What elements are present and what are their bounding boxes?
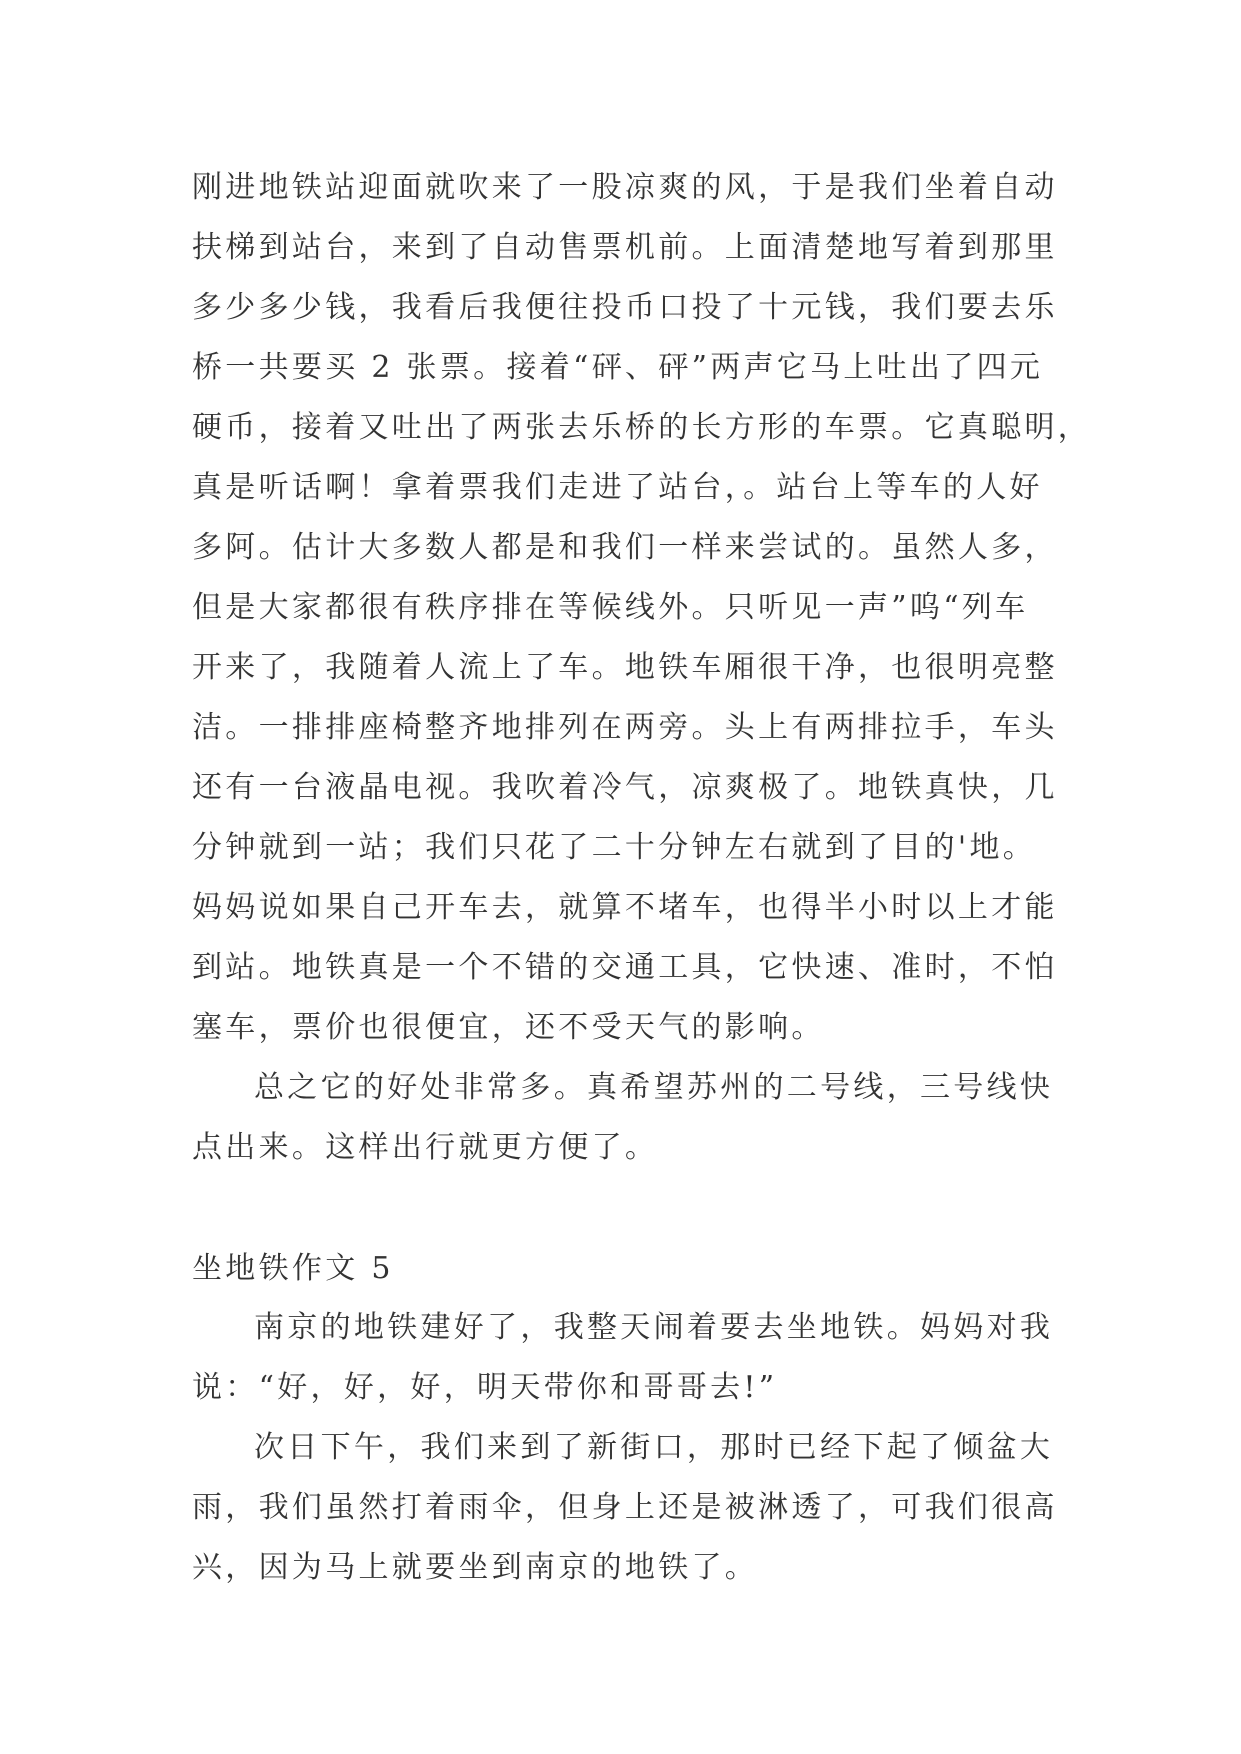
text-line: 多阿。估计大多数人都是和我们一样来尝试的。虽然人多， <box>192 530 1058 565</box>
text-line: 雨，我们虽然打着雨伞，但身上还是被淋透了，可我们很高 <box>192 1490 1058 1525</box>
text-line: 刚进地铁站迎面就吹来了一股凉爽的风，于是我们坐着自动 <box>192 170 1058 205</box>
text-line: 南京的地铁建好了，我整天闹着要去坐地铁。妈妈对我 <box>254 1310 1054 1345</box>
text-line: 妈妈说如果自己开车去，就算不堵车，也得半小时以上才能 <box>192 890 1058 925</box>
text-line: 真是听话啊！拿着票我们走进了站台，。站台上等车的人好 <box>192 470 1043 505</box>
text-line: 总之它的好处非常多。真希望苏州的二号线，三号线快 <box>254 1070 1054 1105</box>
text-line: 硬币，接着又吐出了两张去乐桥的长方形的车票。它真聪明， <box>192 410 1092 445</box>
article-body <box>192 158 1092 1598</box>
text-line: 还有一台液晶电视。我吹着冷气，凉爽极了。地铁真快，几 <box>192 770 1058 805</box>
paragraph-continuation <box>192 158 1092 1058</box>
section-gap <box>192 1178 1052 1240</box>
paragraph-conclusion <box>192 1058 1052 1178</box>
text-line: 到站。地铁真是一个不错的交通工具，它快速、准时，不怕 <box>192 950 1058 985</box>
text-line: 但是大家都很有秩序排在等候线外。只听见一声”呜“列车 <box>192 590 1029 625</box>
text-line: 开来了，我随着人流上了车。地铁车厢很干净，也很明亮整 <box>192 650 1058 685</box>
text-line: 多少多少钱，我看后我便往投币口投了十元钱，我们要去乐 <box>192 290 1058 325</box>
text-line: 兴，因为马上就要坐到南京的地铁了。 <box>192 1550 759 1585</box>
section-title: 坐地铁作文 5 <box>192 1251 394 1286</box>
text-line: 点出来。这样出行就更方便了。 <box>192 1130 659 1165</box>
text-line: 塞车，票价也很便宜，还不受天气的影响。 <box>192 1010 825 1045</box>
text-line: 桥一共要买 2 张票。接着“砰、砰”两声它马上吐出了四元 <box>192 350 1044 385</box>
text-line: 扶梯到站台，来到了自动售票机前。上面清楚地写着到那里 <box>192 230 1058 265</box>
text-line: 次日下午，我们来到了新街口，那时已经下起了倾盆大 <box>254 1430 1054 1465</box>
paragraph-intro <box>192 1298 1052 1418</box>
paragraph-narrative <box>192 1418 1058 1598</box>
text-line: 说：“好，好，好，明天带你和哥哥去!” <box>192 1370 778 1405</box>
text-line: 分钟就到一站；我们只花了二十分钟左右就到了目的'地。 <box>192 830 1037 865</box>
text-line: 洁。一排排座椅整齐地排列在两旁。头上有两排拉手，车头 <box>192 710 1058 745</box>
